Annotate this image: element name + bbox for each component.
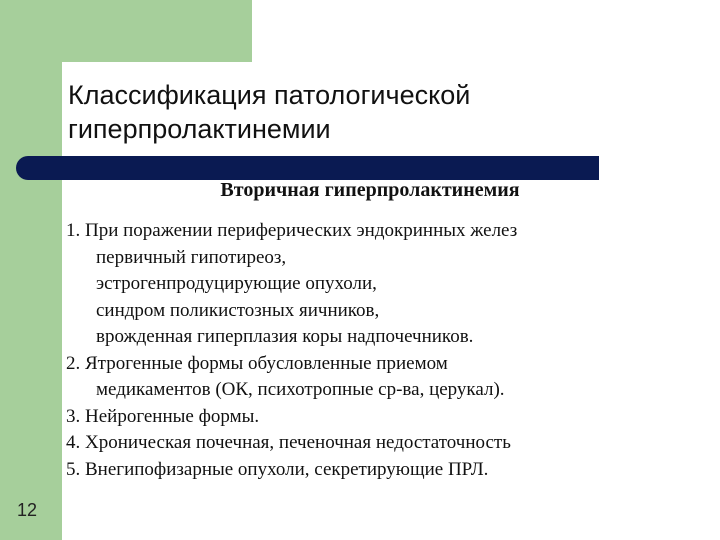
slide-number: 12: [17, 500, 38, 520]
list-item-2-continued: медикаментов (ОК, психотропные ср-ва, церукал).: [96, 379, 505, 400]
list-item-1: 1. При поражении периферических эндокринных желез: [66, 220, 518, 241]
title-underline-bar: [16, 156, 599, 180]
list-subitem-estrogen-tumors: эстрогенпродуцирующие опухоли,: [96, 273, 377, 294]
list-item-3: 3. Нейрогенные формы.: [66, 405, 260, 427]
slide-title: [68, 78, 688, 146]
list-subitem-hypothyroidism: первичный гипотиреоз,: [96, 246, 287, 268]
slide-subtitle: Вторичная гиперпролактинемия: [220, 179, 520, 201]
list-item-5: 5. Внегипофизарные опухоли, секретирующие ПРЛ.: [66, 458, 489, 480]
green-left-panel: [0, 0, 62, 540]
list-item-2: 2. Ятрогенные формы обусловленные приемом: [66, 352, 448, 374]
list-item-4: 4. Хроническая почечная, печеночная недостаточность: [66, 432, 511, 453]
slide-title-line-2: гиперпролактинемии: [68, 114, 331, 144]
list-subitem-adrenal-hyperplasia: врожденная гиперплазия коры надпочечников.: [96, 326, 474, 347]
classification-list: [66, 218, 711, 483]
list-subitem-pcos: синдром поликистозных яичников,: [96, 299, 380, 321]
green-top-panel: [0, 0, 252, 62]
slide-title-line-1: Классификация патологической: [68, 80, 471, 110]
